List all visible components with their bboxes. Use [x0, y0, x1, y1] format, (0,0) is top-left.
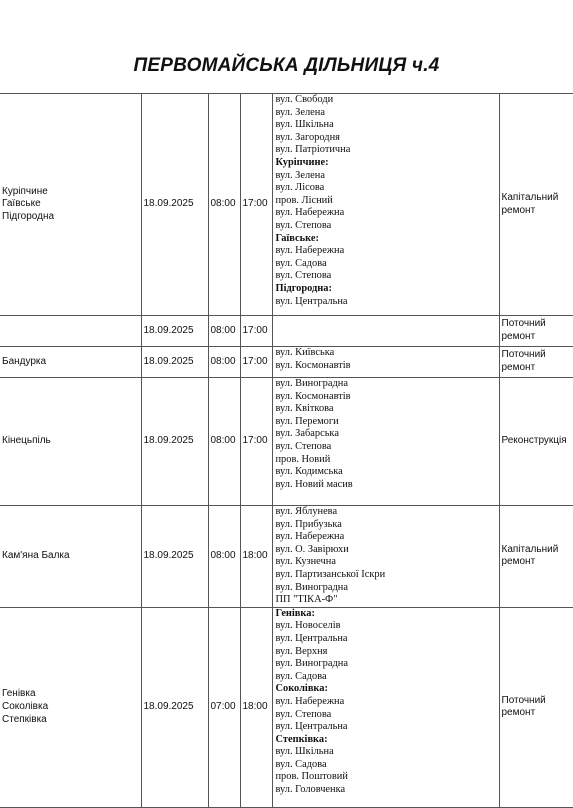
work-type-cell — [499, 506, 573, 608]
settlement-cell — [0, 607, 141, 807]
settlement-heading: Степківка: — [275, 733, 328, 745]
table-row — [0, 347, 573, 378]
table-row — [0, 506, 573, 608]
settlement-name: Гаївське — [2, 198, 41, 210]
settlement-heading: Генівка: — [275, 607, 315, 619]
settlement-name: Куріпчине — [2, 185, 48, 197]
addresses-cell — [272, 378, 499, 506]
street-address: вул. Зелена — [275, 169, 325, 181]
settlement-name: Генівка — [2, 688, 36, 700]
end-time: 17:00 — [242, 324, 268, 336]
work-type: Реконструкція — [501, 435, 567, 447]
start-time: 08:00 — [210, 355, 236, 367]
outage-date: 18.09.2025 — [143, 198, 194, 210]
settlement-cell — [0, 347, 141, 378]
street-address: вул. Квіткова — [275, 403, 334, 415]
date-cell — [141, 607, 208, 807]
outage-date: 18.09.2025 — [143, 435, 194, 447]
end-time: 18:00 — [242, 550, 268, 562]
work-type: Капітальний — [501, 543, 559, 555]
work-type: Капітальний — [501, 191, 559, 203]
start-time-cell — [208, 94, 240, 316]
settlement-cell — [0, 316, 141, 347]
settlement-heading: Підгородна: — [275, 282, 332, 294]
settlement-name: Степківка — [2, 713, 47, 725]
start-time-cell — [208, 506, 240, 608]
end-time-cell — [240, 94, 272, 316]
start-time: 08:00 — [210, 198, 236, 210]
outage-schedule-table — [0, 93, 573, 808]
street-address: вул. Патріотична — [275, 144, 351, 156]
work-type-cell — [499, 378, 573, 506]
date-cell — [141, 316, 208, 347]
end-time: 17:00 — [242, 198, 268, 210]
street-address: вул. Центральна — [275, 632, 348, 644]
work-type-cell — [499, 347, 573, 378]
table-row — [0, 607, 573, 807]
street-address: вул. Виноградна — [275, 378, 348, 389]
street-address: вул. Верхня — [275, 645, 328, 657]
date-cell — [141, 94, 208, 316]
addresses-cell — [272, 316, 499, 347]
work-type: Поточний — [501, 349, 546, 361]
street-address: вул. Зелена — [275, 106, 325, 118]
work-type: Поточний — [501, 318, 546, 330]
street-address: вул. Новоселів — [275, 620, 341, 632]
page-title: ПЕРВОМАЙСЬКА ДІЛЬНИЦЯ ч.4 — [133, 55, 440, 76]
work-type-cell — [499, 94, 573, 316]
street-address: вул. Головченка — [275, 784, 346, 796]
street-address: вул. Садова — [275, 670, 327, 682]
work-type: ремонт — [501, 331, 536, 342]
work-type-cell — [499, 607, 573, 807]
settlement-heading: Куріпчине: — [275, 156, 329, 168]
street-address: вул. Набережна — [275, 207, 345, 219]
settlement-heading: Гаївське: — [275, 232, 319, 244]
end-time: 18:00 — [242, 700, 268, 712]
street-address: вул. Лісова — [275, 182, 325, 194]
street-address: вул. Новий масив — [275, 478, 353, 490]
end-time-cell — [240, 378, 272, 506]
street-address: вул. Виноградна — [275, 658, 348, 670]
end-time-cell — [240, 607, 272, 807]
street-address: вул. Кодимська — [275, 466, 343, 478]
addresses-cell — [272, 506, 499, 608]
street-address: вул. Київська — [275, 347, 335, 358]
outage-date: 18.09.2025 — [143, 550, 194, 562]
table-row — [0, 378, 573, 506]
street-address: вул. Степова — [275, 440, 332, 452]
street-address: вул. Набережна — [275, 531, 345, 543]
street-address: вул. Шкільна — [275, 746, 334, 758]
settlement-name: Кінецьпіль — [2, 435, 51, 447]
street-address: вул. Партизанської Іскри — [275, 568, 386, 580]
date-cell — [141, 378, 208, 506]
street-address: вул. Степова — [275, 219, 332, 231]
street-address: пров. Новий — [275, 453, 331, 465]
settlement-name: Підгородна — [2, 210, 55, 222]
end-time-cell — [240, 347, 272, 378]
addresses-cell — [272, 607, 499, 807]
settlement-cell — [0, 378, 141, 506]
start-time: 07:00 — [210, 700, 236, 712]
start-time: 08:00 — [210, 324, 236, 336]
street-address: вул. Шкільна — [275, 119, 334, 131]
street-address: вул. Садова — [275, 758, 327, 770]
settlement-cell — [0, 94, 141, 316]
start-time: 08:00 — [210, 435, 236, 447]
street-address: вул. Перемоги — [275, 415, 339, 427]
street-address: ПП "ТІКА-Ф" — [275, 594, 338, 606]
settlement-name: Кам'яна Балка — [2, 550, 70, 562]
start-time: 08:00 — [210, 550, 236, 562]
street-address: вул. О. Завірюхи — [275, 543, 349, 555]
street-address: вул. Центральна — [275, 295, 348, 307]
street-address: вул. Свободи — [275, 94, 334, 105]
settlement-cell — [0, 506, 141, 608]
street-address: пров. Поштовий — [275, 771, 348, 783]
work-type: ремонт — [501, 362, 536, 373]
settlement-name: Бандурка — [2, 355, 47, 367]
street-address: вул. Яблунева — [275, 506, 338, 517]
work-type: Поточний — [501, 694, 546, 706]
street-address: пров. Лісний — [275, 194, 333, 206]
start-time-cell — [208, 607, 240, 807]
end-time-cell — [240, 506, 272, 608]
street-address: вул. Космонавтів — [275, 359, 351, 371]
end-time: 17:00 — [242, 435, 268, 447]
end-time: 17:00 — [242, 355, 268, 367]
addresses-cell — [272, 94, 499, 316]
work-type: ремонт — [501, 556, 536, 568]
street-address: вул. Виноградна — [275, 581, 348, 593]
street-address: вул. Кузнечна — [275, 556, 336, 568]
settlement-name: Соколівка — [2, 700, 49, 712]
outage-date: 18.09.2025 — [143, 324, 194, 336]
outage-date: 18.09.2025 — [143, 355, 194, 367]
outage-date: 18.09.2025 — [143, 700, 194, 712]
date-cell — [141, 347, 208, 378]
start-time-cell — [208, 347, 240, 378]
street-address: вул. Центральна — [275, 721, 348, 733]
table-row — [0, 94, 573, 316]
settlement-heading: Соколівка: — [275, 683, 328, 695]
street-address: вул. Садова — [275, 257, 327, 269]
street-address: вул. Степова — [275, 270, 332, 282]
street-address: вул. Космонавтів — [275, 390, 351, 402]
date-cell — [141, 506, 208, 608]
start-time-cell — [208, 316, 240, 347]
work-type-cell — [499, 316, 573, 347]
street-address: вул. Степова — [275, 708, 332, 720]
street-address: вул. Загородня — [275, 131, 340, 143]
street-address: вул. Прибузька — [275, 518, 342, 530]
street-address: вул. Набережна — [275, 245, 345, 257]
end-time-cell — [240, 316, 272, 347]
work-type: ремонт — [501, 204, 536, 216]
work-type: ремонт — [501, 707, 536, 719]
street-address: вул. Забарська — [275, 428, 339, 440]
table-row — [0, 316, 573, 347]
addresses-cell — [272, 347, 499, 378]
street-address: вул. Набережна — [275, 695, 345, 707]
start-time-cell — [208, 378, 240, 506]
